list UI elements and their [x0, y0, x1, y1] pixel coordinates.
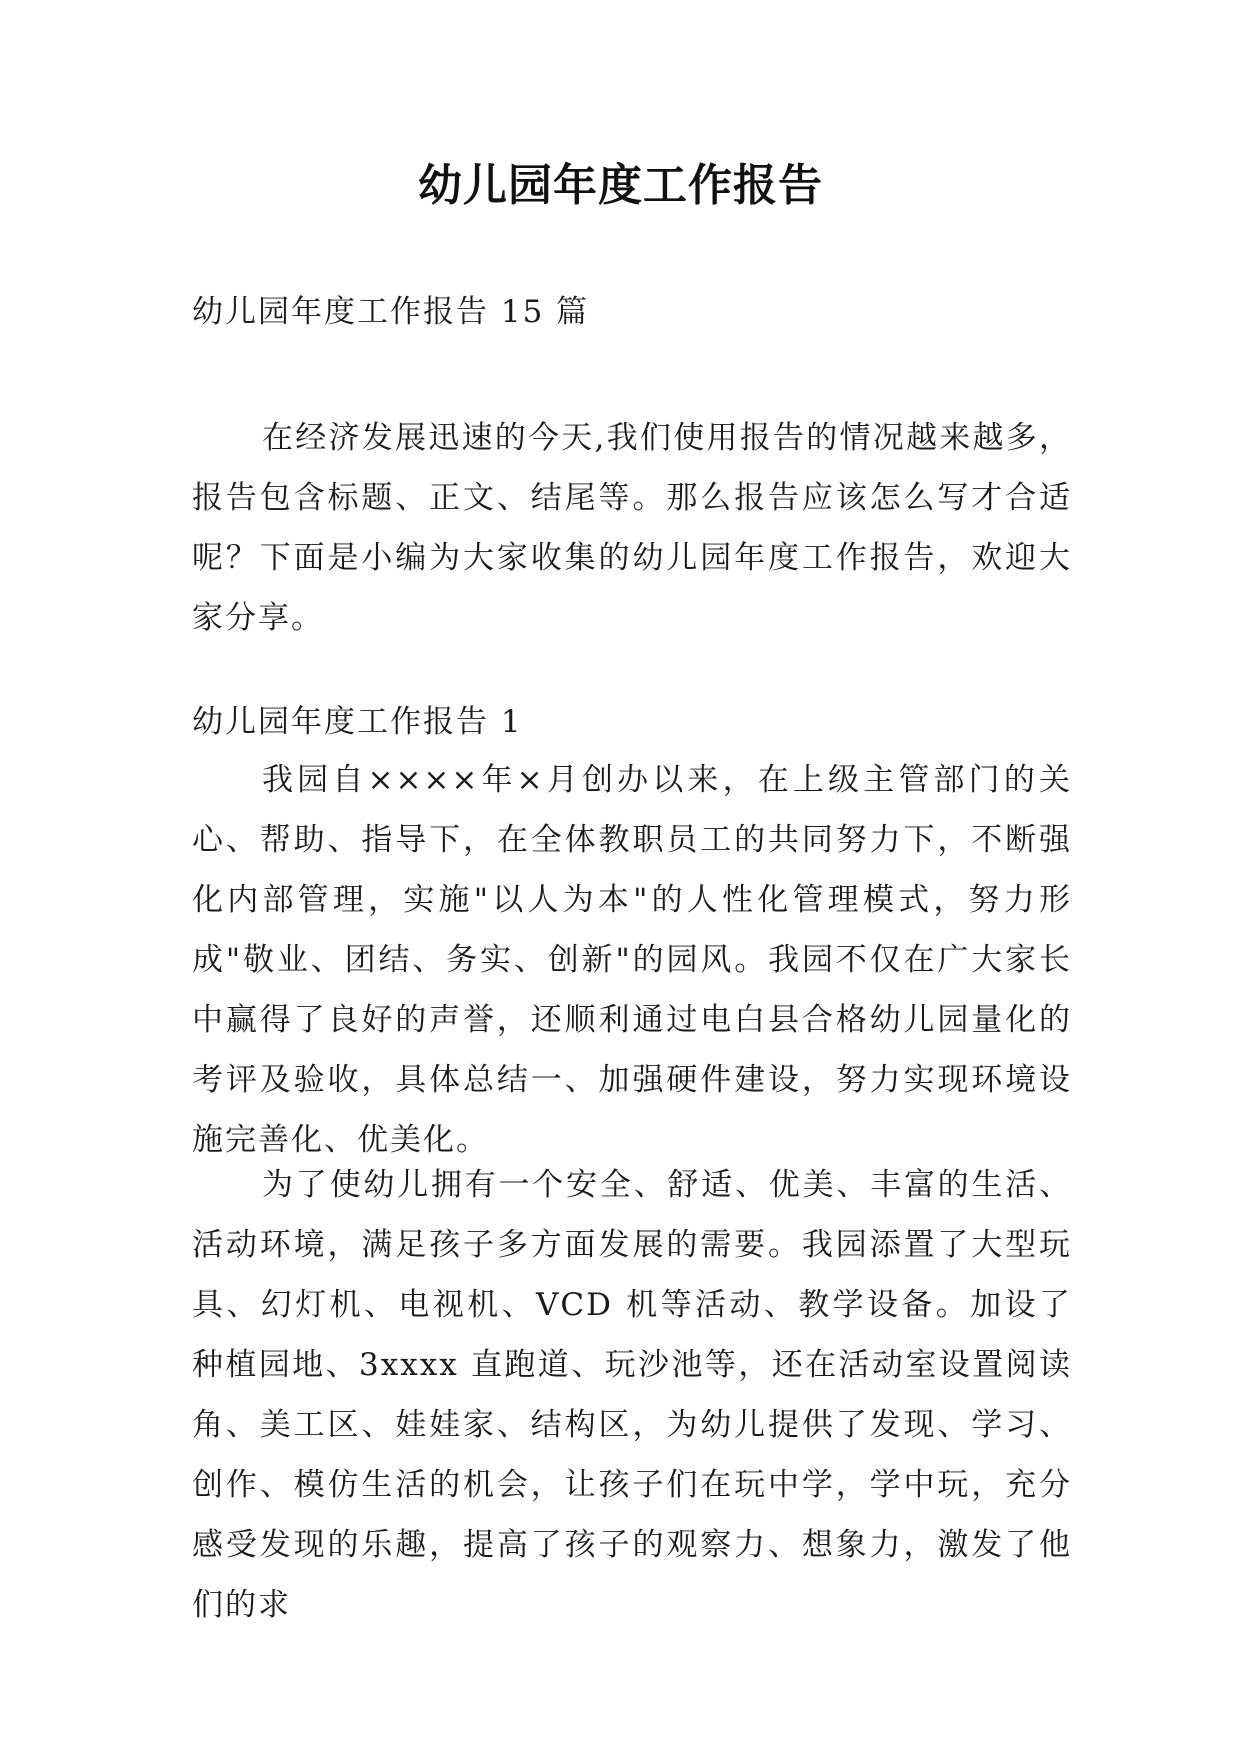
body-paragraph-1: 我园自××××年×月创办以来，在上级主管部门的关心、帮助、指导下，在全体教职员工的共同努力下，不断强化内部管理，实施"以人为本"的人性化管理模式，努力形成"敬业、团结、务实、创新"的园风。我园不仅在广大家长中赢得了良好的声誉，还顺利通过电白县合格幼儿园量化的考评及验收，具体总结一、加强硬件建设，努力实现环境设施完善化、优美化。: [192, 762, 1072, 1158]
document-title: 幼儿园年度工作报告: [418, 160, 823, 211]
body-paragraph-2: 为了使幼儿拥有一个安全、舒适、优美、丰富的生活、活动环境，满足孩子多方面发展的需要。我园添置了大型玩具、幻灯机、电视机、VCD 机等活动、教学设备。加设了种植园地、3xxxx 直跑道、玩沙池等，还在活动室设置阅读角、美工区、娃娃家、结构区，为幼儿提供了发现、学习、创作、模仿生活的机会，让孩子们在玩中学，学中玩，充分感受发现的乐趣，提高了孩子的观察力、想象力，激发了他们的求: [192, 1167, 1072, 1623]
section-heading: 幼儿园年度工作报告 1: [192, 704, 523, 740]
document-subtitle: 幼儿园年度工作报告 15 篇: [192, 294, 590, 330]
intro-paragraph: 在经济发展迅速的今天,我们使用报告的情况越来越多，报告包含标题、正文、结尾等。那么报告应该怎么写才合适呢？下面是小编为大家收集的幼儿园年度工作报告，欢迎大家分享。: [192, 420, 1072, 636]
